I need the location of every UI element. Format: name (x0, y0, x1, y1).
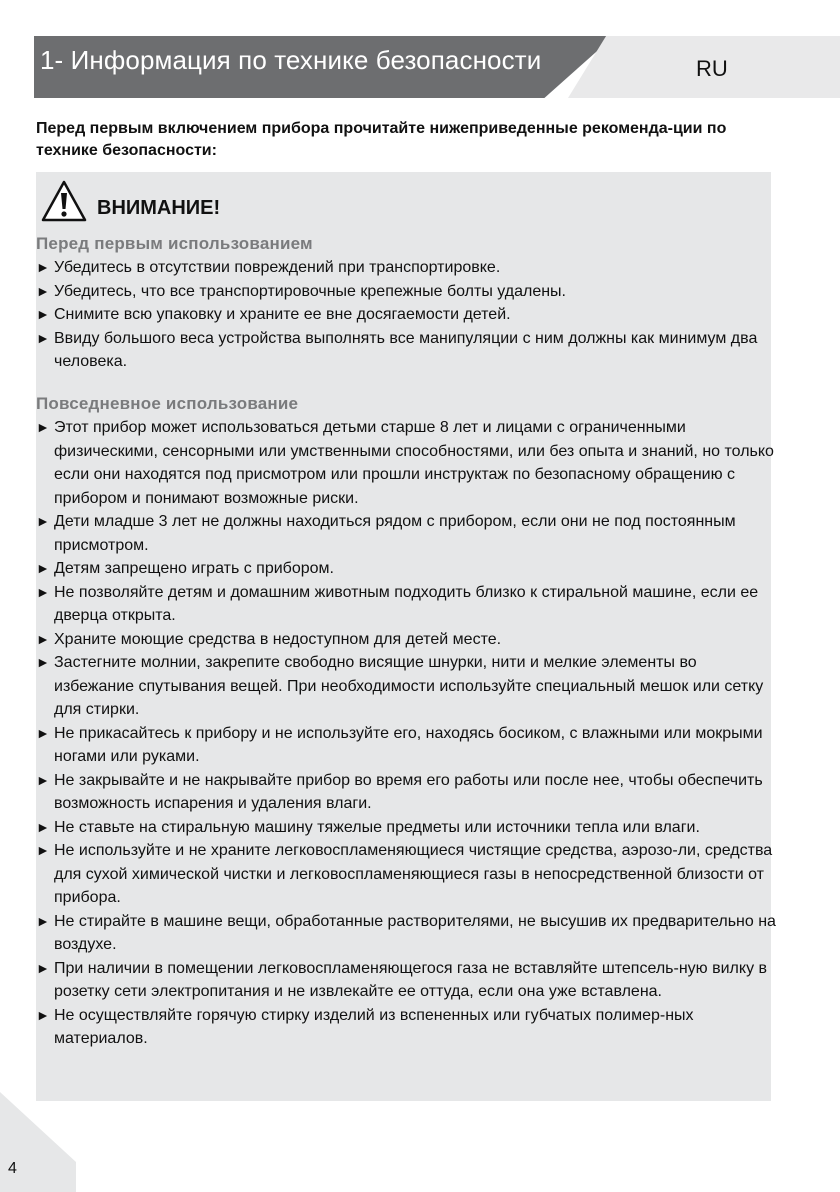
bullet-icon: ► (36, 306, 50, 322)
list-item: ► Снимите всю упаковку и храните ее вне досягаемости детей. (36, 303, 776, 327)
list-item: ► Ввиду большого веса устройства выполнять все манипуляции с ним должны как минимум два человека. (36, 327, 776, 374)
list-item: ► Детям запрещено играть с прибором. (36, 557, 776, 581)
bullet-icon: ► (36, 560, 50, 576)
bullet-icon: ► (36, 959, 50, 976)
page-number: 4 (8, 1160, 17, 1177)
list-item: ► Не прикасайтесь к прибору и не используйте его, находясь босиком, с влажными или мокрыми ногами или руками. (36, 722, 776, 769)
section-before-first-use (36, 232, 776, 374)
bullet-icon: ► (36, 912, 50, 929)
list-item: ► Убедитесь, что все транспортировочные крепежные болты удалены. (36, 280, 776, 304)
list-item: ► При наличии в помещении легковоспламеняющегося газа не вставляйте штепсель-ную вилку в розетку сети электропитания и не извлекайте ее оттуда, если она уже вставлена. (36, 957, 776, 1004)
bullet-icon: ► (36, 583, 50, 600)
list-item: ► Дети младше 3 лет не должны находиться рядом с прибором, если они не под постоянным присмотром. (36, 510, 776, 557)
intro-text: Перед первым включением прибора прочитайте нижеприведенные рекоменда-ции по технике безопасности: (36, 120, 727, 159)
list-item: ► Не осуществляйте горячую стирку изделий из вспененных или губчатых полимер-ных материалов. (36, 1004, 776, 1051)
bullet-icon: ► (36, 724, 50, 741)
list-item: ► Убедитесь в отсутствии повреждений при транспортировке. (36, 256, 776, 280)
section-heading: Повседневное использование (36, 394, 299, 413)
bullet-icon: ► (36, 419, 50, 435)
list-item: ► Не закрывайте и не накрывайте прибор во время его работы или после нее, чтобы обеспечить возможность испарения и удаления влаги. (36, 769, 776, 816)
bullet-icon: ► (36, 654, 50, 670)
bullet-icon: ► (36, 1006, 50, 1023)
bullet-icon: ► (36, 282, 50, 299)
section-daily-use (36, 392, 776, 1051)
bullet-icon: ► (36, 630, 50, 647)
section-heading: Перед первым использованием (36, 234, 313, 253)
list-item: ► Храните моющие средства в недоступном для детей месте. (36, 628, 776, 652)
bullet-icon: ► (36, 259, 50, 275)
list-item: ► Не используйте и не храните легковоспламеняющиеся чистящие средства, аэрозо-ли, средства для сухой химической чистки и легковоспламеняющиеся газы в непосредственной близости от прибора. (36, 839, 776, 910)
list-item: ► Застегните молнии, закрепите свободно висящие шнурки, нити и мелкие элементы во избежание спутывания вещей. При необходимости используйте специальный мешок или сетку для стирки. (36, 651, 776, 722)
warning-triangle-icon (40, 179, 88, 223)
bullet-icon: ► (36, 842, 50, 858)
list-item: ► Не позволяйте детям и домашним животным подходить близко к стиральной машине, если ее дверца открыта. (36, 581, 776, 628)
warning-title: ВНИМАНИЕ! (97, 197, 221, 219)
bullet-icon: ► (36, 771, 50, 788)
bullet-icon: ► (36, 329, 50, 346)
list-item: ► Не стирайте в машине вещи, обработанные растворителями, не высушив их предварительно на воздухе. (36, 910, 776, 957)
list-item: ► Не ставьте на стиральную машину тяжелые предметы или источники тепла или влаги. (36, 816, 776, 840)
bullet-icon: ► (36, 513, 50, 529)
language-label: RU (696, 56, 728, 81)
list-item: ► Этот прибор может использоваться детьми старше 8 лет и лицами с ограниченными физическими, сенсорными или умственными способностями, или без опыта и знаний, но только если они находятся под присмотром или прошли инструктаж по безопасному обращению с прибором и понимают возможные риски. (36, 416, 776, 510)
bullet-icon: ► (36, 818, 50, 835)
page-title: 1- Информация по технике безопасности (40, 45, 542, 75)
